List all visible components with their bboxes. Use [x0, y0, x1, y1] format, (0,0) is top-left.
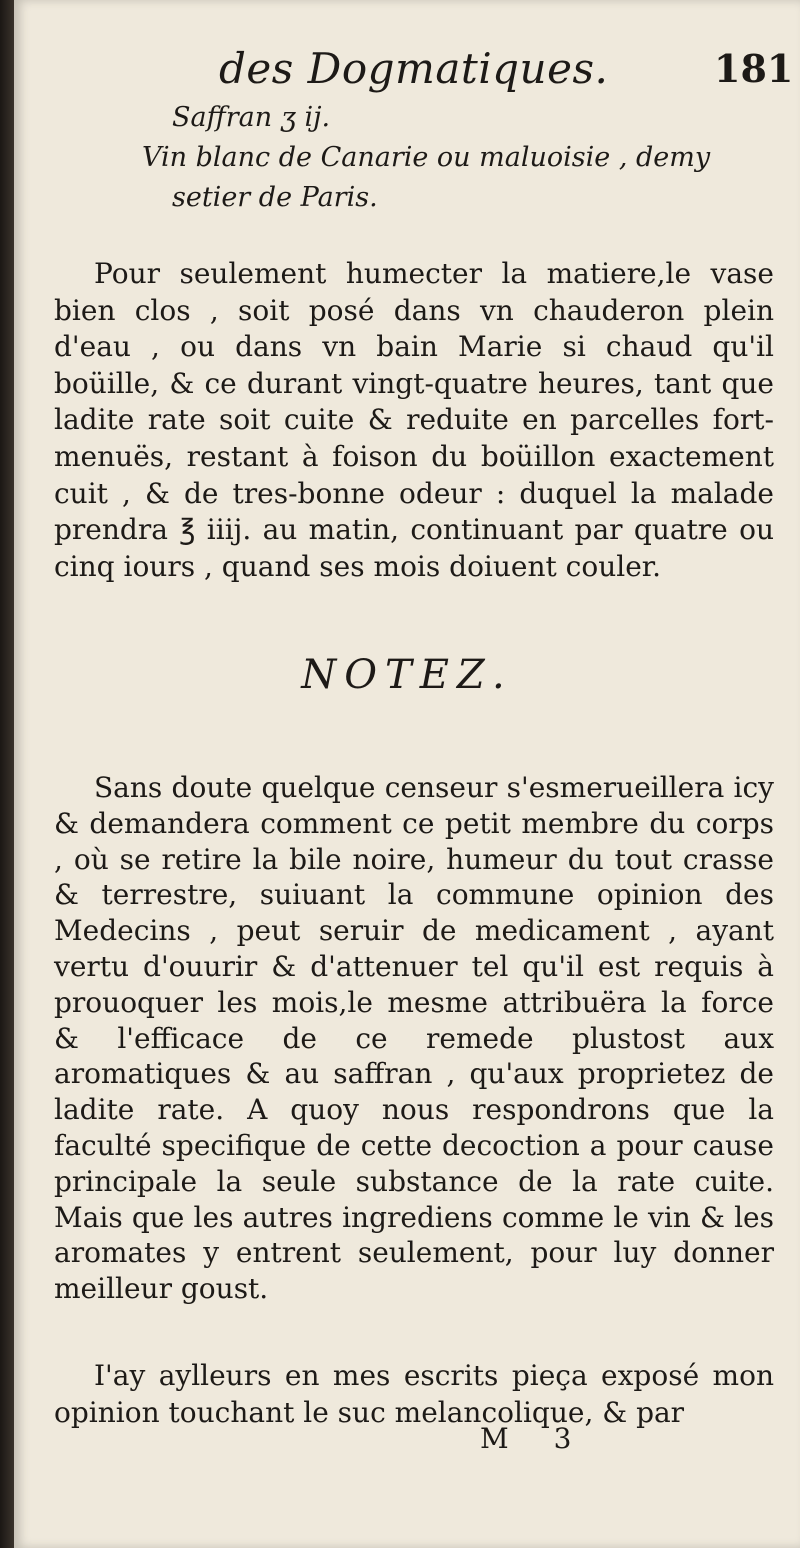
- ingredient-line: Vin blanc de Canarie ou maluoisie , demy: [142, 142, 711, 173]
- book-page: [14, 0, 800, 1548]
- body-paragraph: I'ay aylleurs en mes escrits pieça exposé mon opinion touchant le suc melancolique, & par: [54, 1359, 774, 1429]
- ingredient-line: Saffran ʒ ij.: [172, 102, 331, 133]
- book-gutter-shadow: [0, 0, 14, 1548]
- page-header: [14, 38, 800, 98]
- signature-mark: M 3: [480, 1422, 590, 1455]
- body-paragraph: Sans doute quelque censeur s'esmerueillera icy & demandera comment ce petit membre du corps , où se retire la bile noire, humeur du tout crasse & terrestre, suiuant la commune opinion des Medecins , peut seruir de medicament , ayant vertu d'ouurir & d'attenuer tel qu'il est requis à prouoquer les mois,le mesme attribuëra la force & l'efficace de ce remede plustost aux aromatiques & au saffran , qu'aux proprietez de ladite rate. A quoy nous respondrons que la faculté specifique de cette decoction a pour cause principale la seule substance de la rate cuite. Mais que les autres ingrediens comme le vin & les aromates y entrent seulement, pour luy donner meilleur goust.: [54, 771, 774, 1306]
- page-number: 181: [714, 46, 794, 91]
- running-title: des Dogmatiques.: [219, 44, 609, 93]
- section-heading: NOTEZ.: [301, 652, 513, 698]
- body-paragraph: Pour seulement humecter la matiere,le vase bien clos , soit posé dans vn chauderon plein d'eau , ou dans vn bain Marie si chaud qu'il boüille, & ce durant vingt-quatre heures, tant que ladite rate soit cuite & reduite en parcelles fort-menuës, restant à foison du boüillon exactement cuit , & de tres-bonne odeur : duquel la malade prendra ℥ iiij. au matin, continuant par quatre ou cinq iours , quand ses mois doiuent couler.: [54, 257, 774, 583]
- ingredient-line: setier de Paris.: [172, 182, 378, 213]
